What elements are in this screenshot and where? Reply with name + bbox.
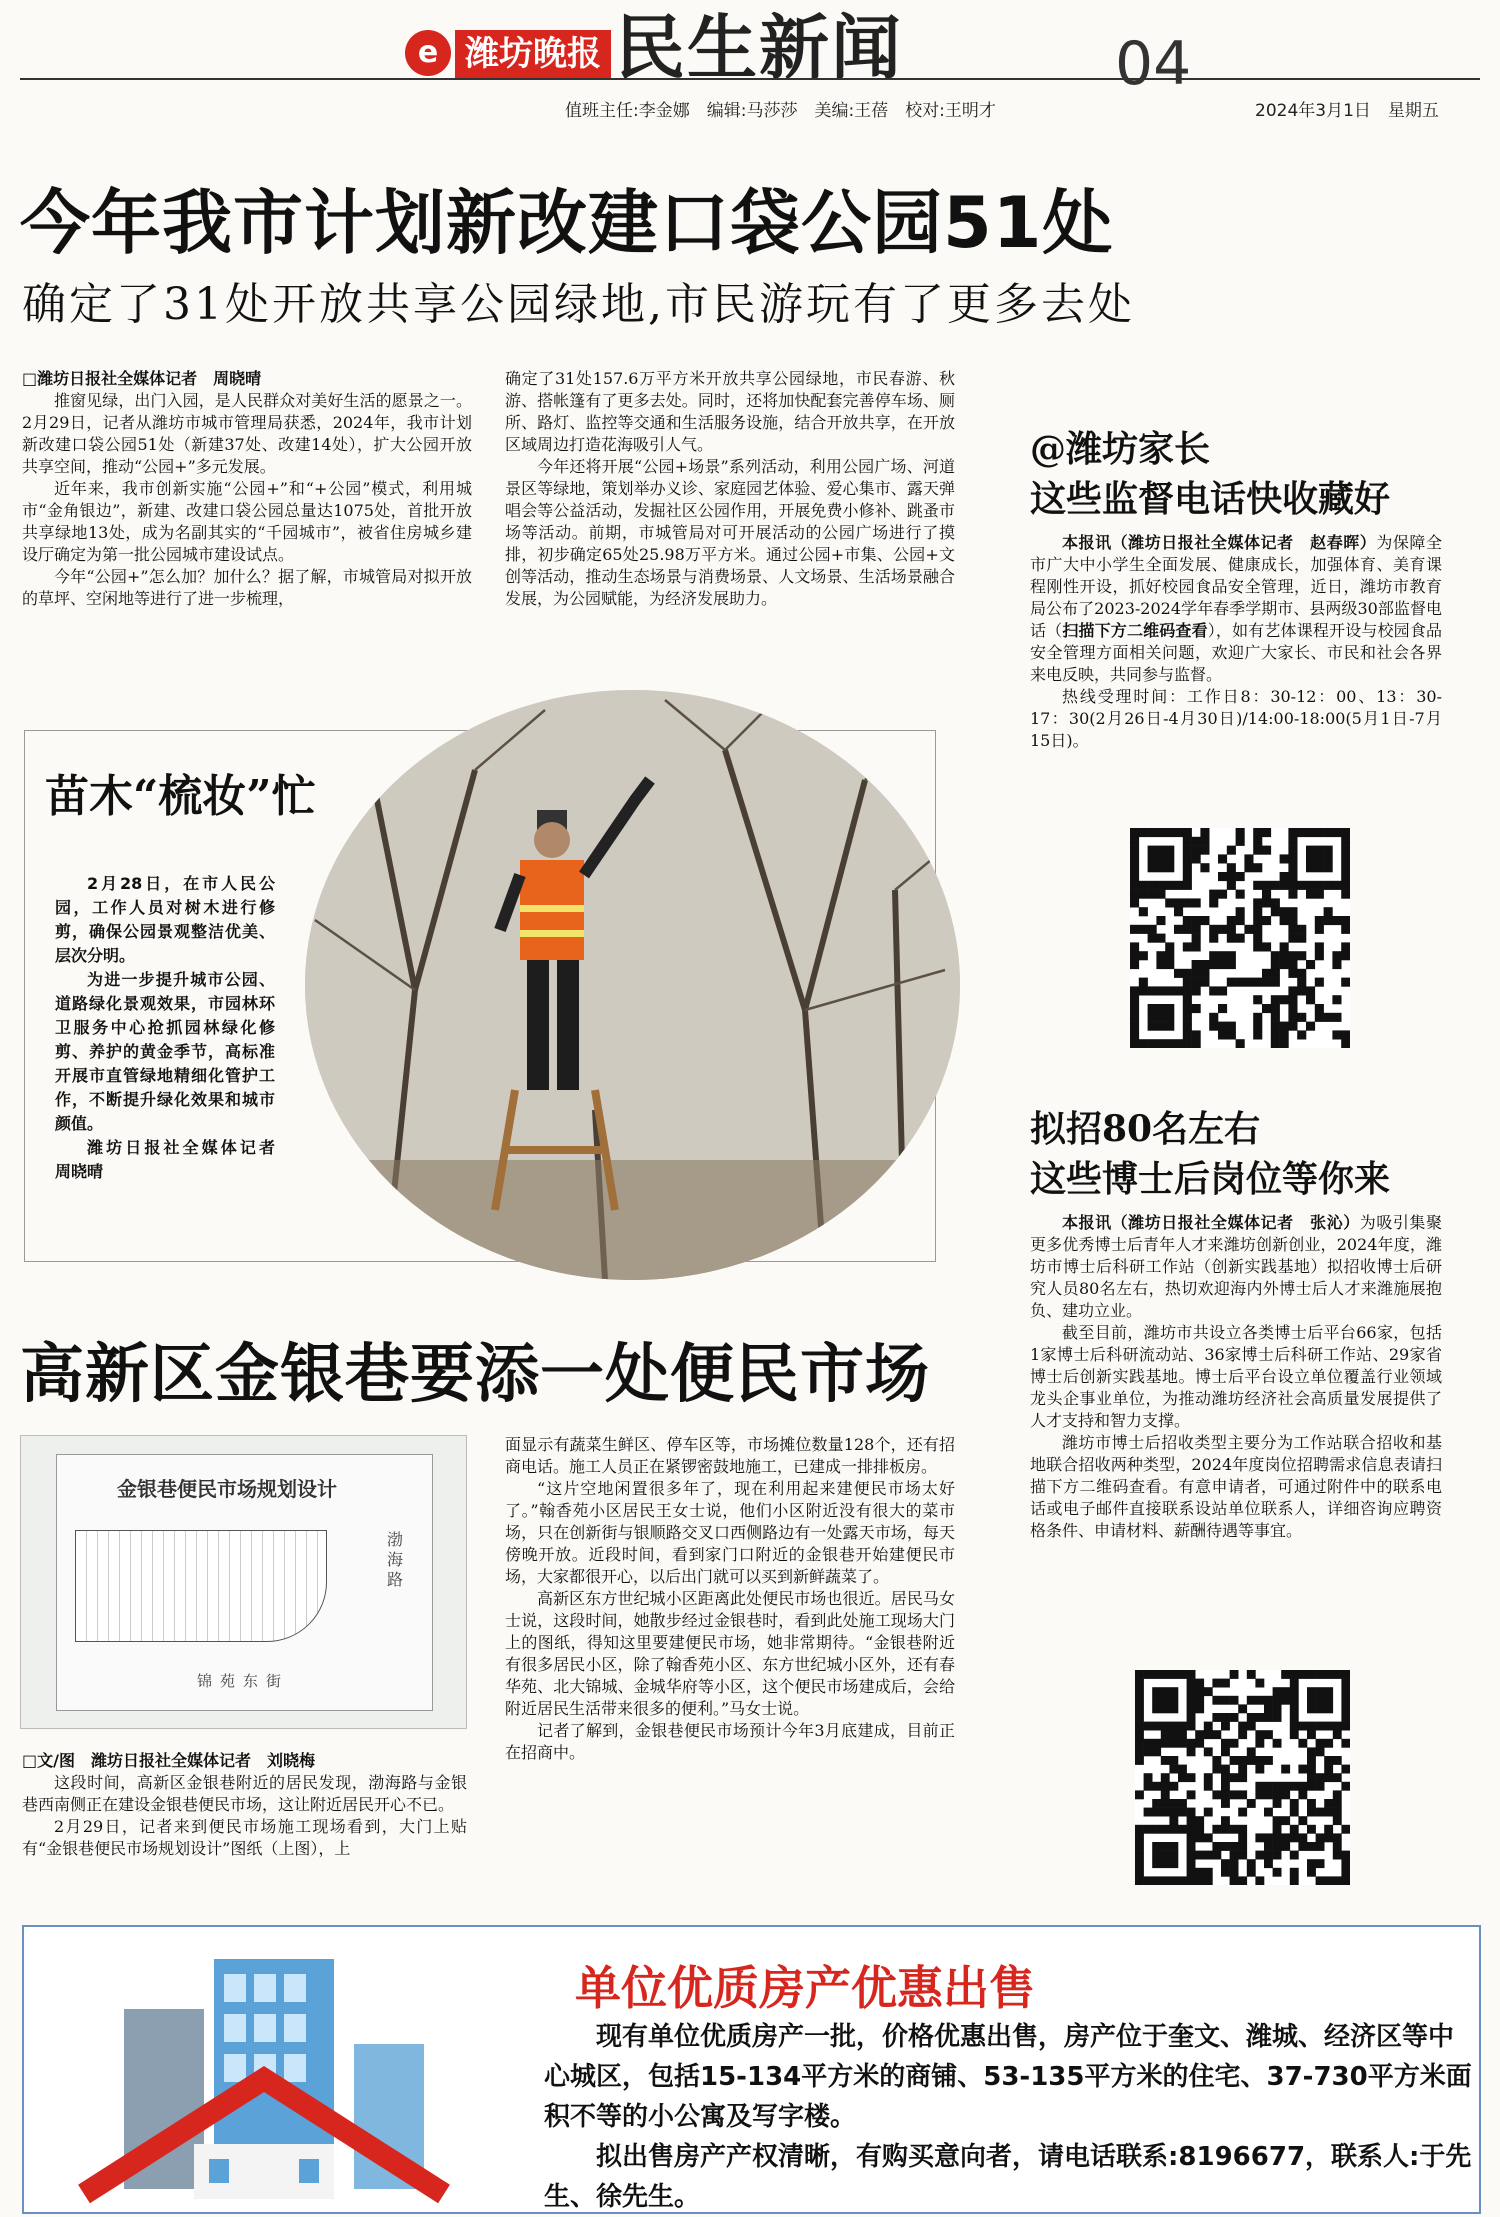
ad-text [544, 2017, 1474, 2217]
staff-credits: 值班主任:李金娜 编辑:马莎莎 美编:王蓓 校对:王明才 [565, 101, 996, 121]
parents-headline-line2: 这些监督电话快收藏好 [1030, 478, 1391, 520]
paragraph: 为进一步提升城市公园、道路绿化景观效果，市园林环卫服务中心抢抓园林绿化修剪、养护的黄金季节，高标准开展市直管绿地精细化管护工作，不断提升绿化效果和城市颜值。 [55, 970, 275, 1133]
lead-subheadline: 确定了31处开放共享公园绿地,市民游玩有了更多去处 [22, 279, 1135, 330]
hotline-hours: 热线受理时间：工作日8：30-12：00、13：30-17：30(2月26日-4月30日)/14:00-18:00(5月1日-7月15日)。 [1030, 687, 1442, 750]
issue-date: 2024年3月1日 星期五 [1255, 101, 1439, 121]
paragraph: 现有单位优质房产一批，价格优惠出售，房产位于奎文、潍城、经济区等中心城区，包括15-134平方米的商铺、53-135平方米的住宅、37-730平方米面积不等的小公寓及写字楼。 [544, 2022, 1472, 2132]
paragraph: 2月28日，在市人民公园，工作人员对树木进行修剪，确保公园景观整洁优美、层次分明。 [55, 874, 275, 965]
paragraph: 今年“公园+”怎么加？加什么？据了解，市城管局对拟开放的草坪、空闲地等进行了进一步梳理， [22, 567, 472, 608]
postdoc-byline: 本报讯（潍坊日报社全媒体记者 张沁） [1062, 1213, 1360, 1232]
building-illustration-icon [64, 1939, 504, 2207]
market-headline: 高新区金银巷要添一处便民市场 [20, 1338, 930, 1412]
postdoc-headline-line2: 这些博士后岗位等你来 [1030, 1158, 1391, 1200]
postdoc-qr-code-icon[interactable] [1135, 1670, 1350, 1885]
parents-byline: 本报讯（潍坊日报社全媒体记者 赵春晖） [1062, 533, 1377, 552]
paragraph-text: 为吸引集聚更多优秀博士后青年人才来潍坊创新创业，2024年度，潍坊市博士后科研工作站（创新实践基地）拟招收博士后研究人员80名左右，热切欢迎海内外博士后人才来潍施展抱负、建功立业。 [1030, 1213, 1442, 1320]
paragraph: 记者了解到，金银巷便民市场预计今年3月底建成，目前正在招商中。 [505, 1721, 955, 1762]
paragraph-text: 为保障全市广大中小学生全面发展、健康成长，加强体育、美育课程刚性开设，抓好校园食品安全管理，近日，潍坊市教育局公布了2023-2024学年春季学期市、县两级30部监督电话（ [1030, 533, 1442, 640]
paragraph: 面显示有蔬菜生鲜区、停车区等，市场摊位数量128个，还有招商电话。施工人员正在紧锣密鼓地施工，已建成一排排板房。 [505, 1435, 955, 1476]
plan-site-outline [75, 1530, 327, 1642]
paragraph [1030, 1212, 1442, 1322]
market-byline: □文/图 潍坊日报社全媒体记者 刘晓梅 [22, 1751, 315, 1770]
plan-street-label: 锦苑东街 [197, 1672, 290, 1690]
paragraph: 今年还将开展“公园+场景”系列活动，利用公园广场、河道景区等绿地，策划举办义诊、家庭园艺体验、爱心集市、露天弹唱会等公益活动，发掘社区公园作用，开展免费小修补、跳蚤市场等活动。前期，市城管局对可开展活动的公园广场进行了摸排，初步确定65处25.98万平方米。通过公园+市集、公园+文创等活动，推动生态场景与消费场景、人文场景、生活场景融合发展，为公园赋能，为经济发展助力。 [505, 457, 955, 608]
paragraph: 截至目前，潍坊市共设立各类博士后平台66家，包括1家博士后科研流动站、36家博士后科研工作站、29家省博士后创新实践基地。博士后平台设立单位覆盖行业领域龙头企事业单位，为推动潍坊经济社会高质量发展提供了人才支持和智力支撑。 [1030, 1323, 1442, 1430]
photo-feature-text [55, 872, 292, 1184]
tree-pruning-illustration [305, 690, 960, 1280]
ad-contact: 拟出售房产产权清晰，有购买意向者，请电话联系:8196677，联系人:于先生、徐先生。 [544, 2142, 1472, 2212]
newspaper-name: 潍坊晚报 [455, 30, 611, 78]
market-column-1 [22, 1750, 467, 1860]
property-sale-ad [22, 1925, 1481, 2214]
paragraph: 推窗见绿，出门入园，是人民群众对美好生活的愿景之一。2月29日，记者从潍坊市城市管理局获悉，2024年，我市计划新改建口袋公园51处（新建37处、改建14处），扩大公园开放共享空间，推动“公园+”多元发展。 [22, 391, 472, 476]
masthead-rule [20, 78, 1480, 80]
parents-article [1030, 532, 1442, 752]
paragraph-text: ），如有艺体课程开设与校园食品安全管理方面相关问题，欢迎广大家长、市民和社会各界来电反映，共同参与监督。 [1030, 621, 1442, 684]
paragraph [1030, 532, 1442, 686]
qr-instruction: 扫描下方二维码查看 [1062, 621, 1208, 640]
parents-qr-code-icon[interactable] [1130, 828, 1350, 1048]
ad-title: 单位优质房产优惠出售 [575, 1961, 1035, 2015]
lead-column-2 [505, 368, 955, 610]
market-column-2 [505, 1434, 955, 1764]
lead-column-1 [22, 368, 472, 610]
parents-headline-line1: @潍坊家长 [1030, 428, 1211, 470]
paragraph: 近年来，我市创新实施“公园+”和“+公园”模式，利用城市“金角银边”，新建、改建口袋公园总量达1075处，首批开放共享绿地13处，成为名副其实的“千园城市”，被省住房城乡建设厅确定为第一批公园城市建设试点。 [22, 479, 472, 564]
plan-board-title: 金银巷便民市场规划设计 [117, 1477, 337, 1501]
paragraph: 2月29日，记者来到便民市场施工现场看到，大门上贴有“金银巷便民市场规划设计”图纸（上图），上 [22, 1817, 467, 1858]
plan-road-label: 渤海路 [387, 1530, 404, 1589]
section-title: 民生新闻 [615, 6, 903, 89]
paragraph: 这段时间，高新区金银巷附近的居民发现，渤海路与金银巷西南侧正在建设金银巷便民市场，这让附近居民开心不已。 [22, 1773, 467, 1814]
paragraph: 高新区东方世纪城小区距离此处便民市场也很近。居民马女士说，这段时间，她散步经过金银巷时，看到此处施工现场大门上的图纸，得知这里要建便民市场，她非常期待。“金银巷附近有很多居民小区，除了翰香苑小区、东方世纪城小区外，还有春华苑、北大锦城、金城华府等小区，这个便民市场建成后，会给附近居民生活带来很多的便利。”马女士说。 [505, 1589, 955, 1718]
paragraph: 潍坊市博士后招收类型主要分为工作站联合招收和基地联合招收两种类型，2024年度岗位招聘需求信息表请扫描下方二维码查看。有意申请者，可通过附件中的联系电话或电子邮件直接联系设站单位联系人，详细咨询应聘资格条件、申请材料、薪酬待遇等事宜。 [1030, 1433, 1442, 1540]
photo-feature-title: 苗木“梳妆”忙 [45, 771, 316, 822]
paragraph: 确定了31处157.6万平方米开放共享公园绿地，市民春游、秋游、搭帐篷有了更多去处。同时，还将加快配套完善停车场、厕所、路灯、监控等交通和生活服务设施，结合开放共享，在开放区域周边打造花海吸引人气。 [505, 369, 955, 454]
postdoc-headline-line1: 拟招80名左右 [1030, 1108, 1261, 1150]
lead-headline: 今年我市计划新改建口袋公园51处 [20, 182, 1114, 264]
lead-byline: □潍坊日报社全媒体记者 周晓晴 [22, 369, 262, 388]
newspaper-logo-icon: e [405, 30, 451, 76]
paragraph: “这片空地闲置很多年了，现在利用起来建便民市场太好了。”翰香苑小区居民王女士说，他们小区附近没有很大的菜市场，只在创新街与银顺路交叉口西侧路边有一处露天市场，每天傍晚开放。近段时间，看到家门口附近的金银巷开始建便民市场，大家都很开心，以后出门就可以买到新鲜蔬菜了。 [505, 1479, 955, 1586]
market-plan-photo [20, 1435, 467, 1729]
plan-board [56, 1454, 433, 1711]
page-number: 04 [1115, 29, 1192, 99]
photo-credit: 潍坊日报社全媒体记者 周晓晴 [55, 1138, 292, 1181]
tree-pruning-photo [305, 690, 960, 1280]
postdoc-article [1030, 1212, 1442, 1542]
